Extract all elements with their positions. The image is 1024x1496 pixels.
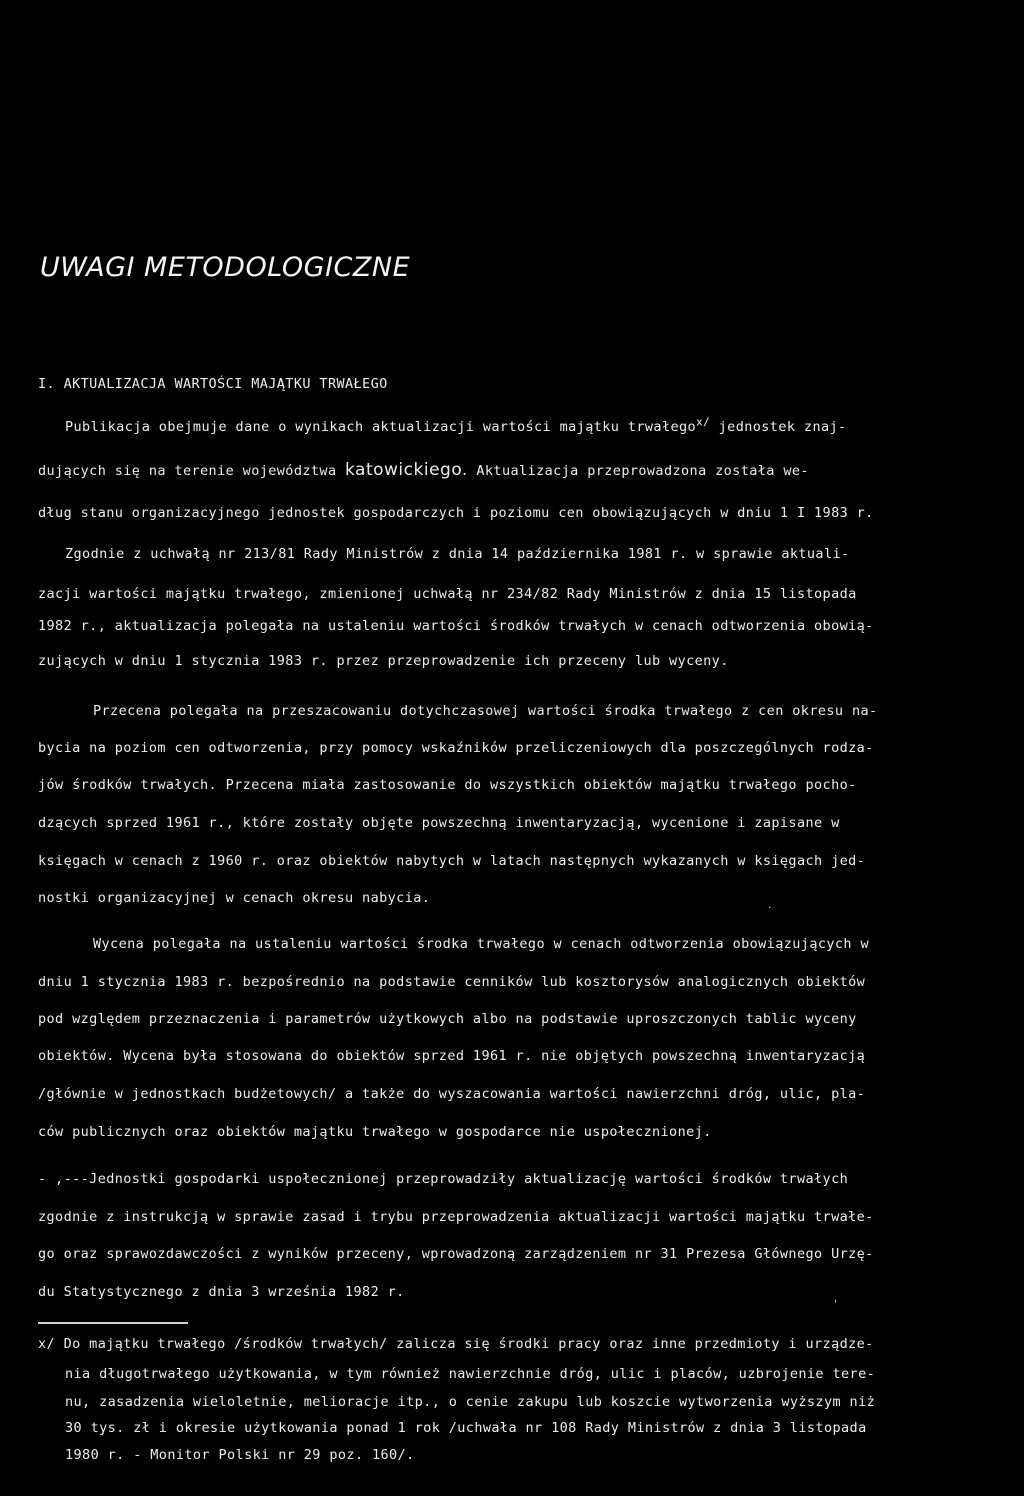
footnote-line-3: nu, zasadzenia wieloletnie, melioracje itp., o cenie zakupu lub koszcie wytworzenia wyższym niż bbox=[65, 1394, 876, 1410]
speck-mark: ˙ bbox=[766, 905, 774, 919]
speck-mark: ˈ bbox=[832, 1298, 840, 1312]
p1-line-1-text-b: jednostek znaj- bbox=[710, 419, 847, 435]
p1-line-1 bbox=[65, 415, 847, 436]
p3-line-4: obiektów. Wycena była stosowana do obiektów sprzed 1961 r. nie objętych powszechną inwentaryzacją bbox=[38, 1048, 866, 1064]
p2-line-1: Przecena polegała na przeszacowaniu dotychczasowej wartości środka trwałego z cen okresu na- bbox=[93, 703, 878, 719]
p1-line-1-text-a: Publikacja obejmuje dane o wynikach aktualizacji wartości majątku trwałego bbox=[65, 419, 697, 435]
p3-line-5: /głównie w jednostkach budżetowych/ a także do wyszacowania wartości nawierzchni dróg, ulic, pla- bbox=[38, 1086, 866, 1102]
p1-line-3: dług stanu organizacyjnego jednostek gospodarczych i poziomu cen obowiązujących w dniu 1 I 1983 r. bbox=[38, 505, 874, 521]
p2-line-2: bycia na poziom cen odtworzenia, przy pomocy wskaźników przeliczeniowych dla poszczególnych rodza- bbox=[38, 740, 874, 756]
page-title: UWAGI METODOLOGICZNE bbox=[40, 252, 411, 283]
p1-line-2 bbox=[38, 461, 809, 480]
p2-line-6: nostki organizacyjnej w cenach okresu nabycia. bbox=[38, 890, 431, 906]
p4-line-2: zgodnie z instrukcją w sprawie zasad i trybu przeprowadzenia aktualizacji wartości majątku trwałe- bbox=[38, 1209, 874, 1225]
p1-line-4: Zgodnie z uchwałą nr 213/81 Rady Ministrów z dnia 14 października 1981 r. w sprawie aktuali- bbox=[65, 546, 850, 562]
p3-line-6: ców publicznych oraz obiektów majątku trwałego w gospodarce nie uspołecznionej. bbox=[38, 1124, 712, 1140]
p3-line-3: pod względem przeznaczenia i parametrów użytkowych albo na podstawie uproszczonych tablic wyceny bbox=[38, 1011, 857, 1027]
footnote-line-2: nia długotrwałego użytkowania, w tym również nawierzchnie dróg, ulic i placów, uzbrojenie tere- bbox=[65, 1366, 876, 1382]
footnote-line-5: 1980 r. - Monitor Polski nr 29 poz. 160/. bbox=[65, 1447, 415, 1463]
p3-line-1: Wycena polegała na ustaleniu wartości środka trwałego w cenach odtworzenia obowiązujących w bbox=[93, 936, 870, 952]
footnote-line-4: 30 tys. zł i okresie użytkowania ponad 1 rok /uchwała nr 108 Rady Ministrów z dnia 3 listopada bbox=[65, 1420, 867, 1436]
p1-line-2-text-a: dujących się na terenie województwa bbox=[38, 463, 345, 479]
p4-line-4: du Statystycznego z dnia 3 września 1982 r. bbox=[38, 1284, 405, 1300]
p1-line-7: zujących w dniu 1 stycznia 1983 r. przez przeprowadzenie ich przeceny lub wyceny. bbox=[38, 653, 729, 669]
p2-line-3: jów środków trwałych. Przecena miała zastosowanie do wszystkich obiektów majątku trwałego pocho- bbox=[38, 777, 857, 793]
p1-line-2-text-b: Aktualizacja przeprowadzona została we- bbox=[467, 463, 809, 479]
section-heading: I. AKTUALIZACJA WARTOŚCI MAJĄTKU TRWAŁEGO bbox=[38, 376, 388, 392]
p4-line-3: go oraz sprawozdawczości z wyników przeceny, wprowadzoną zarządzeniem nr 31 Prezesa Głównego Urzę- bbox=[38, 1246, 874, 1262]
p2-line-4: dzących sprzed 1961 r., które zostały objęte powszechną inwentaryzacją, wycenione i zapisane w bbox=[38, 815, 840, 831]
footnote-divider bbox=[38, 1322, 188, 1324]
region-name: katowickiego. bbox=[345, 460, 468, 480]
p2-line-5: księgach w cenach z 1960 r. oraz obiektów nabytych w latach następnych wykazanych w księgach jed- bbox=[38, 853, 866, 869]
p1-line-6: 1982 r., aktualizacja polegała na ustaleniu wartości środków trwałych w cenach odtworzenia obowią- bbox=[38, 618, 874, 634]
p4-line-1: - ,---Jednostki gospodarki uspołecznionej przeprowadziły aktualizację wartości środków trwałych bbox=[38, 1171, 849, 1187]
footnote-line-1: x/ Do majątku trwałego /środków trwałych/ zalicza się środki pracy oraz inne przedmioty i urządze- bbox=[38, 1336, 874, 1352]
p1-line-5: zacji wartości majątku trwałego, zmienionej uchwałą nr 234/82 Rady Ministrów z dnia 15 listopada bbox=[38, 586, 857, 602]
p3-line-2: dniu 1 stycznia 1983 r. bezpośrednio na podstawie cenników lub kosztorysów analogicznych obiektów bbox=[38, 974, 866, 990]
footnote-ref: x/ bbox=[696, 415, 711, 429]
